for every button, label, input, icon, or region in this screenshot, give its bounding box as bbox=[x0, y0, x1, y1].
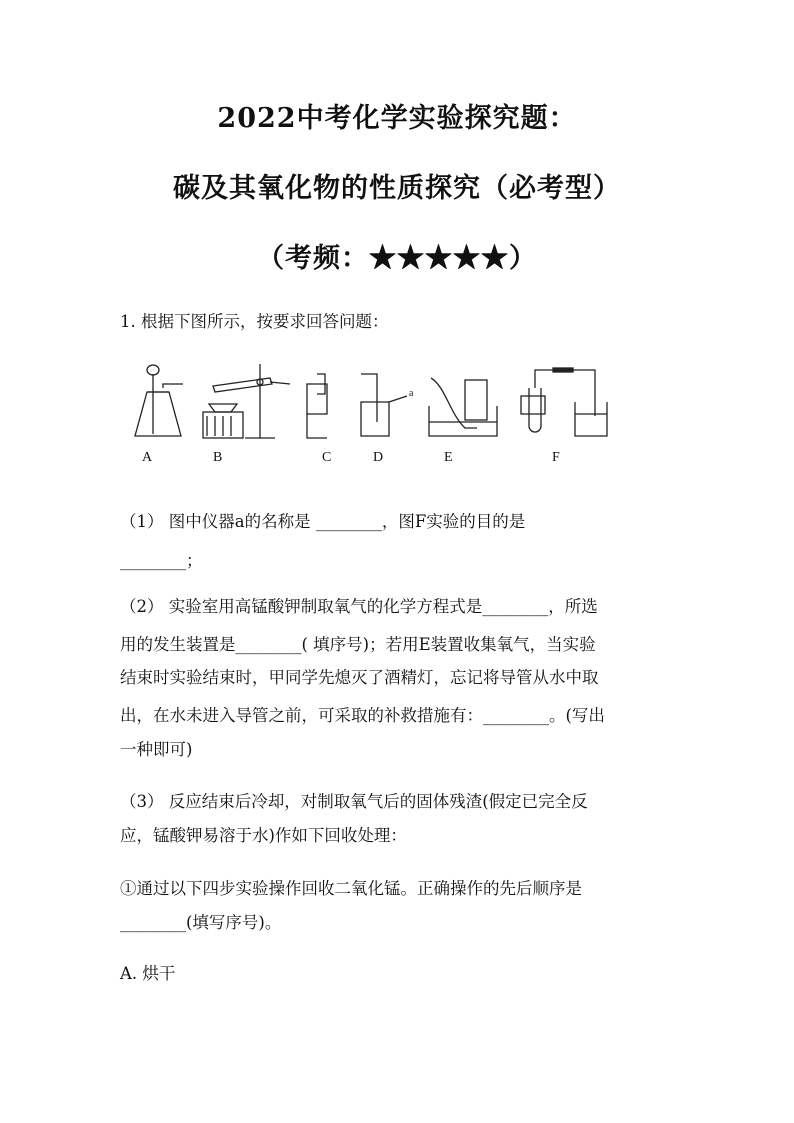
label-b: B bbox=[213, 450, 223, 465]
apparatus-b-heating bbox=[203, 364, 290, 438]
label-e: E bbox=[444, 450, 453, 465]
q1-line-2: ________； bbox=[120, 551, 203, 570]
label-a: A bbox=[142, 450, 153, 465]
q2-line-2: 用的发生装置是________( 填序号)；若用E装置收集氧气，当实验 bbox=[120, 635, 596, 654]
figure-labels bbox=[0, 450, 794, 470]
label-f: F bbox=[552, 450, 560, 465]
apparatus-figure bbox=[125, 356, 615, 446]
apparatus-mark-a: a bbox=[409, 388, 414, 399]
q3-line-1: （3） 反应结束后冷却，对制取氧气后的固体残渣(假定已完全反 bbox=[120, 792, 588, 811]
title-line-3: （考频：★★★★★） bbox=[257, 243, 537, 274]
q2-line-3: 结束时实验结束时，甲同学先熄灭了酒精灯，忘记将导管从水中取 bbox=[120, 668, 599, 687]
apparatus-d-bottle bbox=[361, 374, 414, 436]
apparatus-f-setup bbox=[521, 368, 607, 436]
q3a-line-2: ________(填写序号)。 bbox=[120, 913, 282, 932]
title-line-1: 2022中考化学实验探究题： bbox=[217, 103, 577, 134]
q3-line-2: 应，锰酸钾易溶于水)作如下回收处理： bbox=[120, 826, 407, 845]
q3a-line-1: ①通过以下四步实验操作回收二氧化锰。正确操作的先后顺序是 bbox=[120, 879, 582, 898]
apparatus-a-flask bbox=[135, 365, 183, 436]
apparatus-c-bottle bbox=[307, 374, 327, 438]
q2-line-5: 一种即可) bbox=[120, 740, 193, 759]
apparatus-e-trough bbox=[429, 378, 497, 436]
q1-line-1: （1） 图中仪器a的名称是 ________，图F实验的目的是 bbox=[120, 512, 526, 531]
label-d: D bbox=[373, 450, 384, 465]
title-line-2: 碳及其氧化物的性质探究（必考型） bbox=[173, 173, 621, 204]
q2-line-1: （2） 实验室用高锰酸钾制取氧气的化学方程式是________，所选 bbox=[120, 597, 598, 616]
question-intro: 1. 根据下图所示，按要求回答问题： bbox=[120, 312, 389, 331]
q2-line-4: 出，在水未进入导管之前，可采取的补救措施有：________。(写出 bbox=[120, 706, 605, 725]
label-c: C bbox=[322, 450, 332, 465]
option-a: A. 烘干 bbox=[120, 964, 176, 983]
